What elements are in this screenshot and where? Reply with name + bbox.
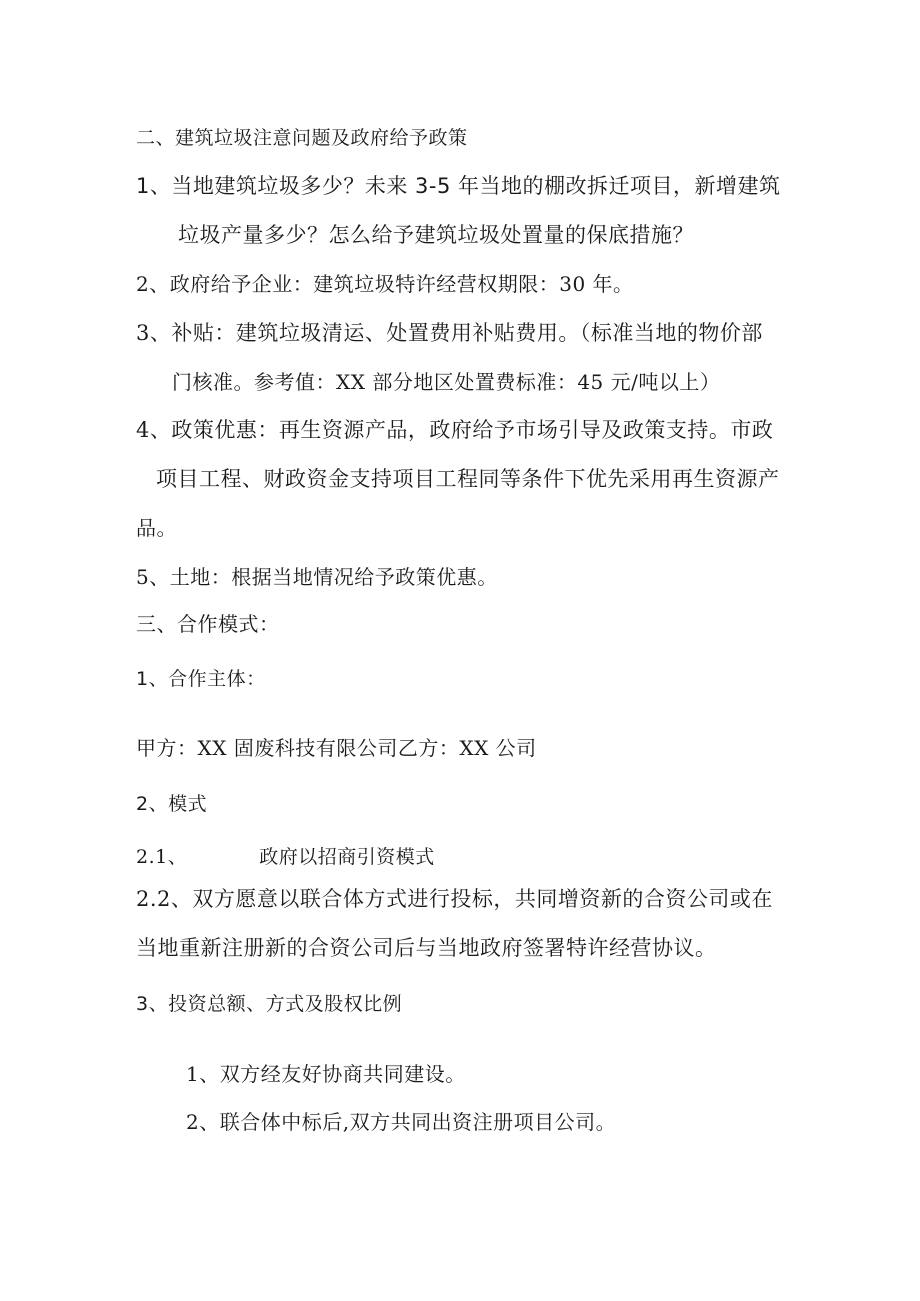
item2: 2、政府给予企业：建筑垃圾特许经营权期限：30 年。 [136,272,634,296]
item1-line1: 1、当地建筑垃圾多少？未来 3-5 年当地的棚改拆迁项目，新增建筑 [136,174,781,198]
mode-2-2-line2: 当地重新注册新的合资公司后与当地政府签署特许经营协议。 [136,936,717,960]
mode-2-1-number: 2.1、 [136,846,188,868]
mode-2-1-text: 政府以招商引资模式 [259,846,435,868]
mode-2-2-line1: 2.2、双方愿意以联合体方式进行投标，共同增资新的合资公司或在 [136,887,773,911]
section3-heading: 三、合作模式： [136,612,280,636]
item3-line1: 3、补贴：建筑垃圾清运、处置费用补贴费用。（标准当地的物价部 [136,321,763,345]
parties-line: 甲方：XX 固废科技有限公司乙方：XX 公司 [136,736,537,760]
coop-subject-heading: 1、合作主体： [136,668,266,690]
item1-line2: 垃圾产量多少？怎么给予建筑垃圾处置量的保底措施？ [178,223,694,247]
item4-line2: 项目工程、财政资金支持项目工程同等条件下优先采用再生资源产 [156,467,780,491]
investment-heading: 3、投资总额、方式及股权比例 [136,993,403,1015]
section2-heading: 二、建筑垃圾注意问题及政府给予政策 [136,127,468,149]
mode-heading: 2、模式 [136,793,208,815]
item3-line2: 门核准。参考值：XX 部分地区处置费标准：45 元/吨以上） [172,370,721,394]
mode-2-1-line [136,843,435,871]
item4-line3: 品。 [136,516,177,540]
investment-item1: 1、双方经友好协商共同建设。 [186,1062,466,1086]
investment-item2: 2、联合体中标后,双方共同出资注册项目公司。 [186,1110,617,1134]
item4-line1: 4、政策优惠：再生资源产品，政府给予市场引导及政策支持。市政 [136,418,774,442]
item5: 5、土地：根据当地情况给予政策优惠。 [136,565,498,589]
